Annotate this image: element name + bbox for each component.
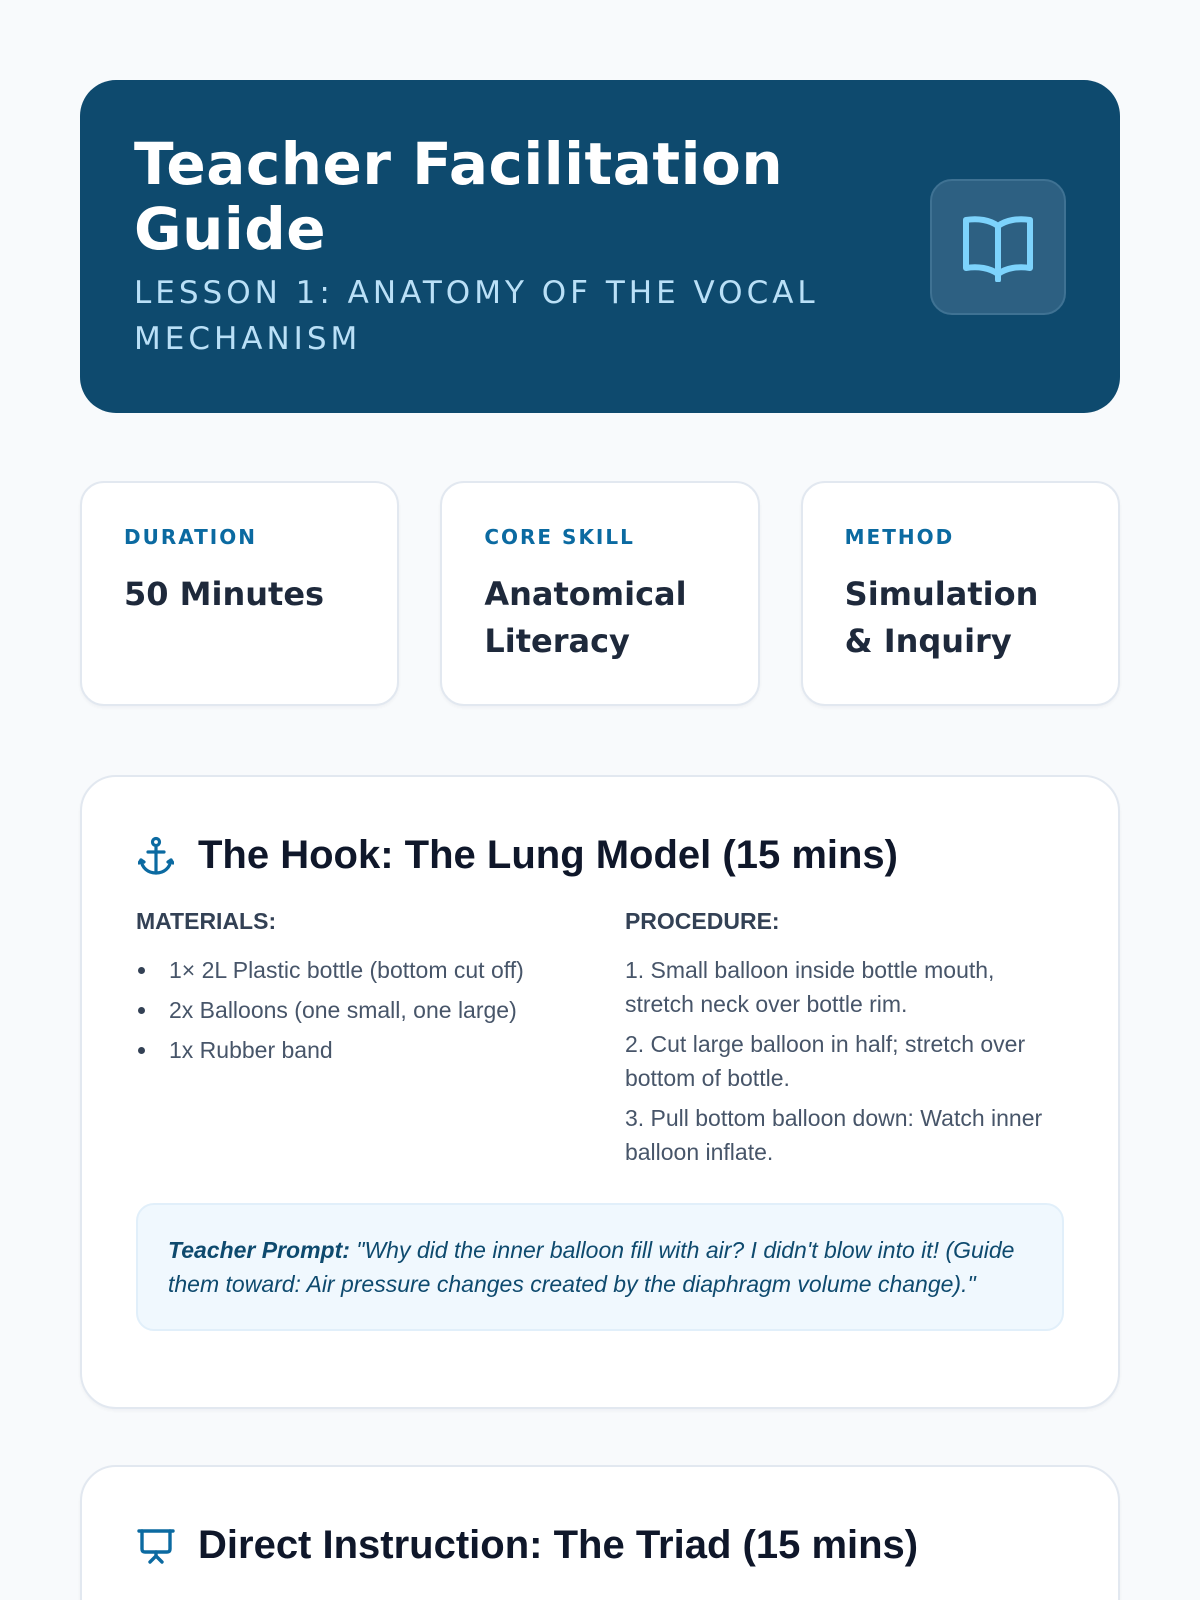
presentation-board-icon xyxy=(136,1526,176,1566)
materials-list xyxy=(136,953,625,1067)
direct-instruction-section xyxy=(80,1465,1120,1600)
hook-section xyxy=(80,775,1120,1409)
list-item: 1× 2L Plastic bottle (bottom cut off) xyxy=(136,953,625,987)
open-book-icon xyxy=(930,179,1066,315)
hook-columns xyxy=(136,908,1064,1175)
section-header xyxy=(136,1523,1064,1568)
materials-heading: MATERIALS: xyxy=(136,908,277,934)
page-title: Teacher Facilitation Guide xyxy=(134,130,784,263)
section-title: Direct Instruction: The Triad (15 mins) xyxy=(198,1523,919,1567)
teacher-prompt-callout xyxy=(136,1203,1064,1331)
prompt-lead: Teacher Prompt: xyxy=(168,1237,350,1263)
stat-value: Simulation & Inquiry xyxy=(844,575,1039,660)
procedure-heading: PROCEDURE: xyxy=(624,908,780,934)
section-title: The Hook: The Lung Model (15 mins) xyxy=(198,833,898,877)
list-item: 2. Cut large balloon in half; stretch over bottom of bottle. xyxy=(624,1031,1026,1091)
list-item: 2x Balloons (one small, one large) xyxy=(136,993,625,1027)
list-item: 1x Rubber band xyxy=(136,1033,625,1067)
stat-card-method xyxy=(801,481,1120,706)
stat-card-duration xyxy=(80,481,399,706)
materials-column xyxy=(136,908,625,1175)
section-header xyxy=(136,833,1064,878)
stat-label: METHOD xyxy=(844,525,955,549)
stat-value: 50 Minutes xyxy=(124,575,325,613)
list-item: 3. Pull bottom balloon down: Watch inner balloon inflate. xyxy=(624,1105,1043,1165)
anchor-icon xyxy=(136,836,176,876)
stat-label: DURATION xyxy=(124,525,257,549)
lesson-stats xyxy=(80,481,1120,706)
lesson-subtitle: LESSON 1: ANATOMY OF THE VOCAL MECHANISM xyxy=(134,275,819,357)
stat-value: Anatomical Literacy xyxy=(484,575,687,660)
prompt-text: "Why did the inner balloon fill with air? I didn't blow into it! (Guide them toward: Air pressure changes created by the diaphragm volume change)." xyxy=(168,1237,1015,1297)
stat-card-core-skill xyxy=(440,481,759,706)
list-item: 1. Small balloon inside bottle mouth, stretch neck over bottle rim. xyxy=(624,957,995,1017)
procedure-list xyxy=(625,953,1064,1169)
stat-label: CORE SKILL xyxy=(484,525,635,549)
guide-header xyxy=(80,80,1120,413)
procedure-column xyxy=(625,908,1064,1175)
